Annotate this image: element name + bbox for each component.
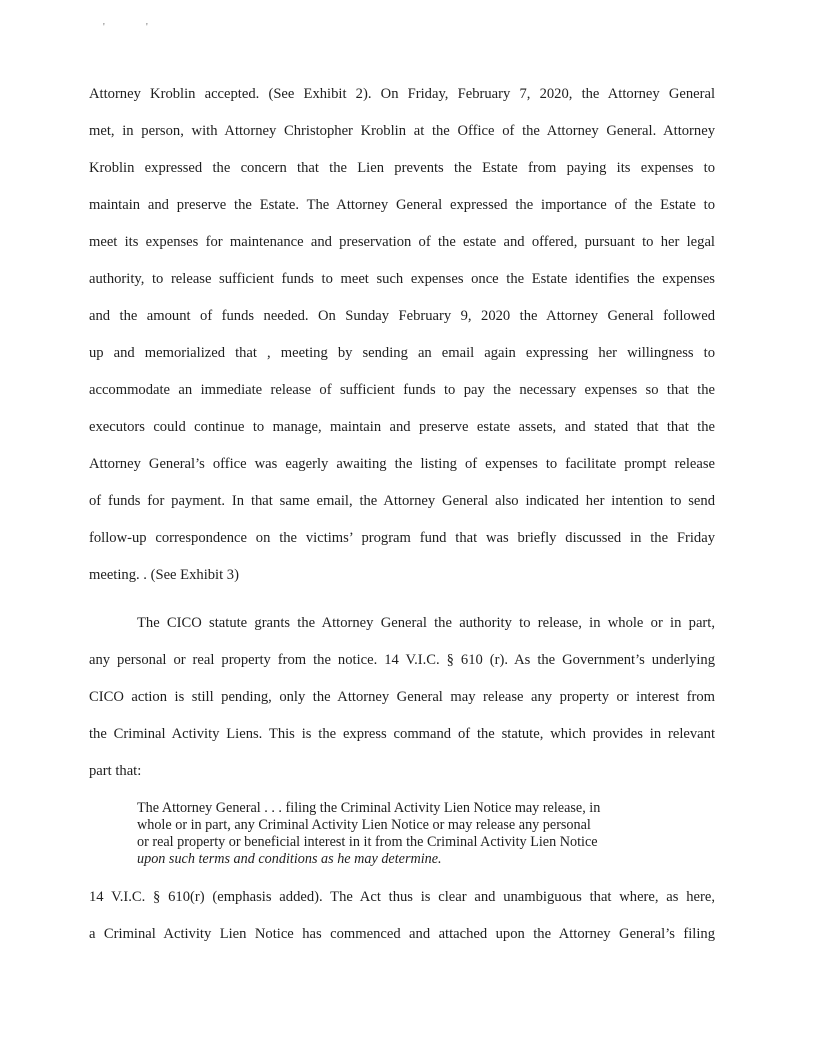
quote-line: whole or in part, any Criminal Activity Lien Notice or may release any personal: [137, 817, 591, 833]
text-line: a Criminal Activity Lien Notice has commenced and attached upon the Attorney General’s filing: [89, 926, 715, 942]
text-line: met, in person, with Attorney Christopher Kroblin at the Office of the Attorney General. Attorney: [89, 123, 715, 139]
text-line: maintain and preserve the Estate. The Attorney General expressed the importance of the Estate to: [89, 197, 715, 213]
scan-mark: ': [146, 22, 148, 33]
text-line: The CICO statute grants the Attorney General the authority to release, in whole or in part,: [137, 615, 715, 631]
text-line: follow-up correspondence on the victims’ program fund that was briefly discussed in the Friday: [89, 530, 715, 546]
text-line: Attorney Kroblin accepted. (See Exhibit 2). On Friday, February 7, 2020, the Attorney General: [89, 86, 715, 102]
quote-line: or real property or beneficial interest in it from the Criminal Activity Lien Notice: [137, 834, 598, 850]
quote-line: The Attorney General . . . filing the Criminal Activity Lien Notice may release, in: [137, 800, 601, 816]
quote-emphasis: upon such terms and conditions as he may determine.: [137, 851, 442, 867]
scan-mark: ': [103, 22, 105, 33]
text-line: executors could continue to manage, maintain and preserve estate assets, and stated that that the: [89, 419, 715, 435]
text-line: authority, to release sufficient funds to meet such expenses once the Estate identifies the expenses: [89, 271, 715, 287]
text-line: meeting. . (See Exhibit 3): [89, 567, 239, 583]
text-line: up and memorialized that , meeting by sending an email again expressing her willingness to: [89, 345, 715, 361]
text-line: Kroblin expressed the concern that the Lien prevents the Estate from paying its expenses to: [89, 160, 715, 176]
text-line: the Criminal Activity Liens. This is the express command of the statute, which provides in relevant: [89, 726, 715, 742]
text-line: accommodate an immediate release of sufficient funds to pay the necessary expenses so that the: [89, 382, 715, 398]
text-line: meet its expenses for maintenance and preservation of the estate and offered, pursuant to her legal: [89, 234, 715, 250]
text-line: part that:: [89, 763, 142, 779]
text-line: any personal or real property from the notice. 14 V.I.C. § 610 (r). As the Government’s underlying: [89, 652, 715, 668]
text-line: Attorney General’s office was eagerly awaiting the listing of expenses to facilitate prompt release: [89, 456, 715, 472]
text-line: and the amount of funds needed. On Sunday February 9, 2020 the Attorney General followed: [89, 308, 715, 324]
text-line: 14 V.I.C. § 610(r) (emphasis added). The Act thus is clear and unambiguous that where, as here,: [89, 889, 715, 905]
text-line: of funds for payment. In that same email, the Attorney General also indicated her intention to send: [89, 493, 715, 509]
text-line: CICO action is still pending, only the Attorney General may release any property or interest from: [89, 689, 715, 705]
